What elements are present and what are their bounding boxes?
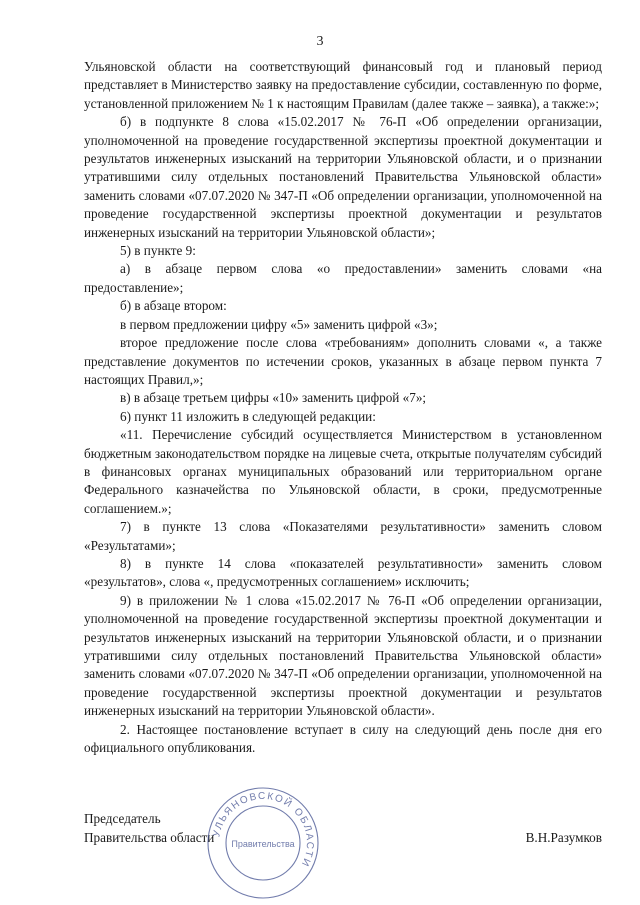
- paragraph: а) в абзаце первом слова «о предоставлении» заменить словами «на предоставление»;: [84, 261, 602, 295]
- paragraph: 8) в пункте 14 слова «показателей результативности» заменить словом «результатов», слова «, предусмотренных соглашением» исключить;: [84, 555, 602, 590]
- paragraph: 7) в пункте 13 слова «Показателями результативности» заменить словом «Результатами»;: [84, 519, 602, 553]
- paragraph: 9) в приложении № 1 слова «15.02.2017 № 76-П «Об определении организации, уполномоченной на проведение государственной экспертизы проектной документации и результатов инженерных изысканий на территории Ульяновской области, и о признании утратившими силу отдельных постановлений Правительства Ульяновской области» заменить словами «07.07.2020 № 347-П «Об определении организации, уполномоченной на проведение государственной экспертизы проектной документации и результатов инженерных изысканий на территории Ульяновской области».: [84, 592, 602, 719]
- official-seal: [205, 785, 321, 901]
- seal-center-text: Правительства: [231, 839, 295, 849]
- signatory-title-line2: Правительства области: [84, 830, 215, 845]
- signatory-name: В.Н.Разумков: [525, 830, 602, 845]
- paragraph: 5) в пункте 9:: [120, 243, 196, 259]
- page-number: 3: [316, 34, 324, 49]
- paragraph: б) в подпункте 8 слова «15.02.2017 № 76-П «Об определении организации, уполномоченной на проведение государственной экспертизы проектной документации и результатов инженерных изысканий на территории Ульяновской области, и о признании утратившими силу отдельных постановлений Правительства Ульяновской области» заменить словами «07.07.2020 № 347-П «Об определении организации, уполномоченной на проведение государственной экспертизы проектной документации и результатов инженерных изысканий на территории Ульяновской области»;: [84, 114, 602, 240]
- signatory-title-line1: Председатель: [84, 811, 161, 826]
- document-body: [84, 58, 602, 757]
- signature-block: [84, 810, 602, 860]
- paragraph: второе предложение после слова «требованиям» дополнить словами «, а также представление документов по истечении сроков, указанных в абзаце первом пункта 7 настоящих Правил,»;: [84, 335, 602, 387]
- paragraph: «11. Перечисление субсидий осуществляется Министерством в установленном бюджетным законодательством порядке на лицевые счета, открытые получателям субсидий в финансовых органах муниципальных образований или территориальном органе Федерального казначейства по Ульяновской области, в сроки, предусмотренные соглашением.»;: [84, 427, 602, 516]
- paragraph: в первом предложении цифру «5» заменить цифрой «3»;: [120, 316, 438, 332]
- paragraph: Ульяновской области на соответствующий финансовый год и плановый период представляет в Министерство заявку на предоставление субсидии, составленную по форме, установленной приложением № 1 к настоящим Правилам (далее также – заявка), а также:»;: [84, 59, 602, 111]
- paragraph: 6) пункт 11 изложить в следующей редакции:: [120, 408, 376, 424]
- seal-ring-text: УЛЬЯНОВСКОЙ ОБЛАСТИ: [211, 790, 316, 869]
- paragraph: 2. Настоящее постановление вступает в силу на следующий день после дня его официального опубликования.: [84, 721, 602, 756]
- paragraph: б) в абзаце втором:: [120, 298, 227, 314]
- paragraph: в) в абзаце третьем цифры «10» заменить цифрой «7»;: [120, 390, 427, 406]
